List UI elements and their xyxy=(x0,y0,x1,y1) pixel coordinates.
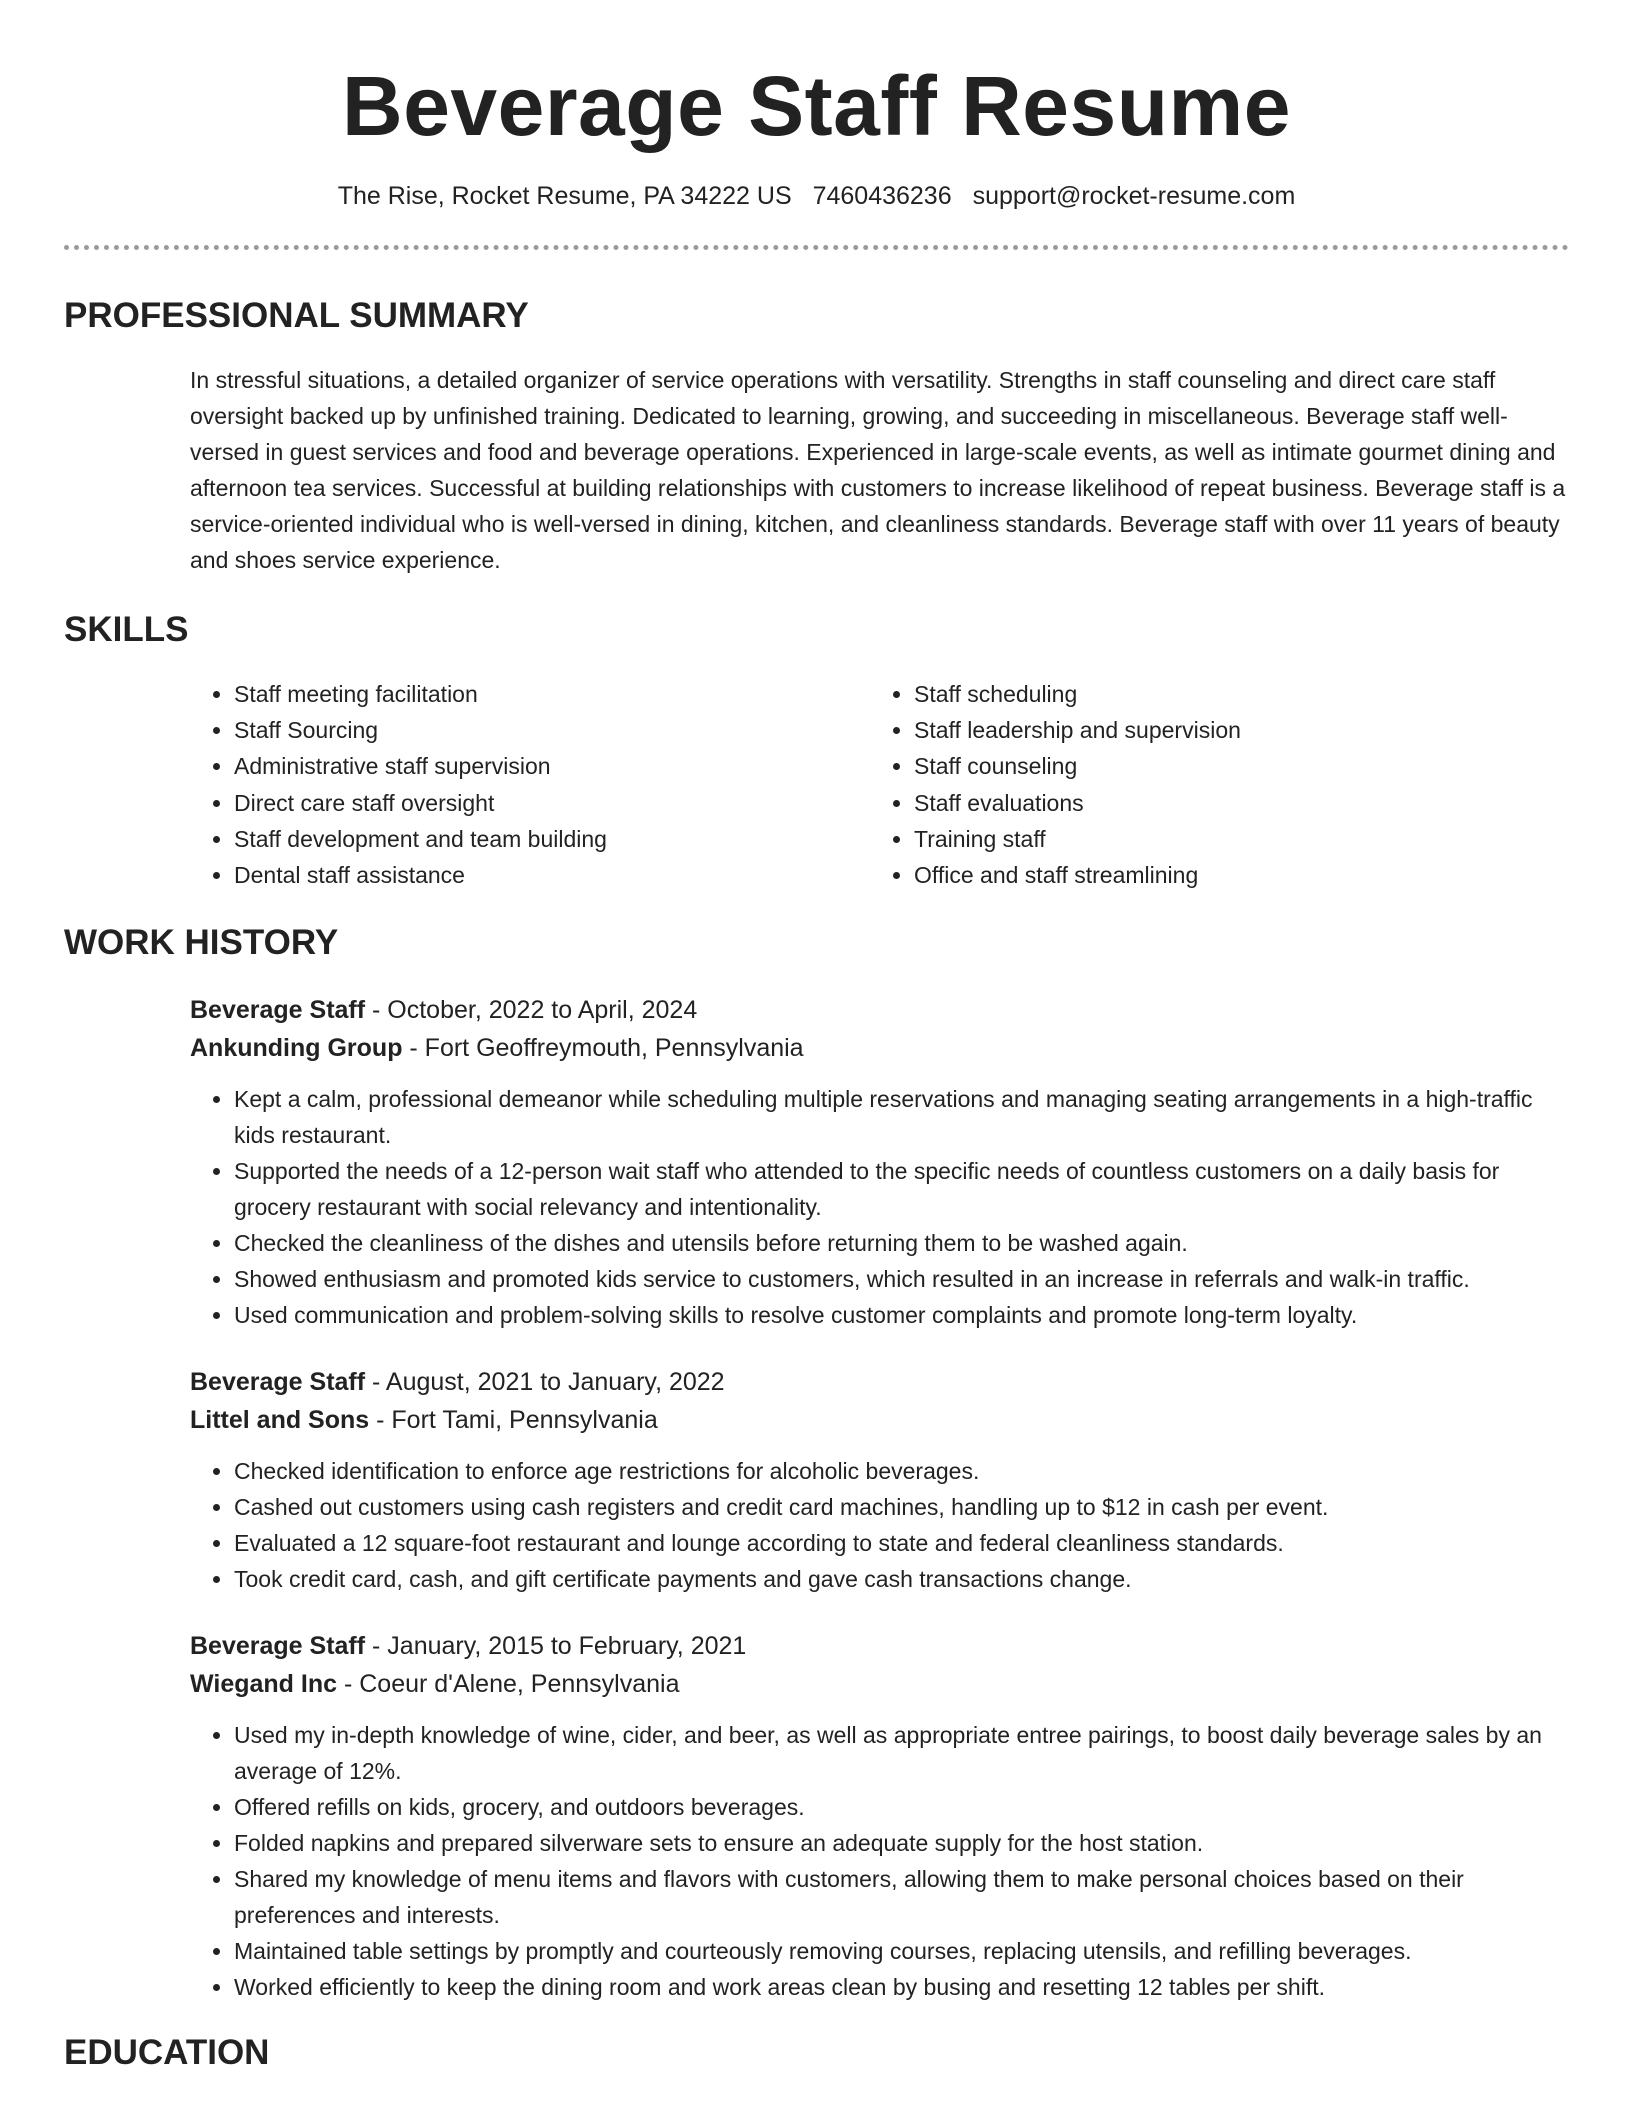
job-bullets xyxy=(190,1453,1569,1597)
job-bullet: • Worked efficiently to keep the dining room and work areas clean by busing and resetting 12 tables per shift. xyxy=(234,1969,1569,2005)
job-bullet: • Took credit card, cash, and gift certificate payments and gave cash transactions change. xyxy=(234,1561,1569,1597)
skill-item: • Staff counseling xyxy=(914,748,1550,784)
skill-item: • Administrative staff supervision xyxy=(234,748,870,784)
job-bullet: • Used communication and problem-solving skills to resolve customer complaints and promote long-term loyalty. xyxy=(234,1297,1569,1333)
skill-item: • Training staff xyxy=(914,821,1550,857)
job-location: - Coeur d'Alene, Pennsylvania xyxy=(337,1670,680,1699)
job-company-line xyxy=(190,1029,1569,1067)
job-bullet: • Maintained table settings by promptly and courteously removing courses, replacing utensils, and refilling beverages. xyxy=(234,1933,1569,1969)
job-title: Beverage Staff xyxy=(190,1368,366,1397)
work-history-heading: WORK HISTORY xyxy=(64,923,339,963)
job-dates: - October, 2022 to April, 2024 xyxy=(365,996,698,1025)
job-bullets xyxy=(190,1717,1569,2005)
job-bullet: • Checked the cleanliness of the dishes and utensils before returning them to be washed again. xyxy=(234,1225,1569,1261)
job-entry-1 xyxy=(190,991,1569,1333)
job-bullet: • Supported the needs of a 12-person wait staff who attended to the specific needs of countless customers on a daily basis for grocery restaurant with social relevancy and intentionality. xyxy=(234,1153,1569,1225)
job-bullet: • Cashed out customers using cash registers and credit card machines, handling up to $12 in cash per event. xyxy=(234,1489,1569,1525)
job-entry-2 xyxy=(190,1363,1569,1597)
contact-line xyxy=(64,180,1569,212)
job-location: - Fort Geoffreymouth, Pennsylvania xyxy=(402,1034,804,1063)
skill-item: • Staff meeting facilitation xyxy=(234,676,870,712)
skills-heading: SKILLS xyxy=(64,610,189,649)
skill-item: • Office and staff streamlining xyxy=(914,857,1550,893)
resume-title: Beverage Staff Resume xyxy=(342,59,1291,153)
skill-item: • Direct care staff oversight xyxy=(234,785,870,821)
contact-phone: 7460436236 xyxy=(812,182,952,210)
job-title: Beverage Staff xyxy=(190,1632,366,1661)
job-bullet: • Evaluated a 12 square-foot restaurant and lounge according to state and federal cleanliness standards. xyxy=(234,1525,1569,1561)
job-company: Wiegand Inc xyxy=(190,1670,338,1699)
skill-item: • Staff leadership and supervision xyxy=(914,712,1550,748)
job-dates: - January, 2015 to February, 2021 xyxy=(365,1632,747,1661)
contact-email: support@rocket-resume.com xyxy=(972,182,1296,210)
skills-column-right xyxy=(870,676,1550,893)
job-bullet: • Kept a calm, professional demeanor while scheduling multiple reservations and managing seating arrangements in a high-traffic kids restaurant. xyxy=(234,1081,1569,1153)
skill-item: • Staff development and team building xyxy=(234,821,870,857)
skill-item: • Staff Sourcing xyxy=(234,712,870,748)
education-heading: EDUCATION xyxy=(64,2033,270,2073)
job-bullet: • Used my in-depth knowledge of wine, cider, and beer, as well as appropriate entree pairings, to boost daily beverage sales by an average of 12%. xyxy=(234,1717,1569,1789)
skills-column-left xyxy=(190,676,870,893)
skill-item: • Dental staff assistance xyxy=(234,857,870,893)
job-company: Ankunding Group xyxy=(190,1034,403,1063)
job-bullet: • Offered refills on kids, grocery, and outdoors beverages. xyxy=(234,1789,1569,1825)
job-bullet: • Shared my knowledge of menu items and flavors with customers, allowing them to make personal choices based on their preferences and interests. xyxy=(234,1861,1569,1933)
summary-text: In stressful situations, a detailed organizer of service operations with versatility. Strengths in staff counseling and direct care staff oversight backed up by unfinished training. Dedicated to learning, growing, and succeeding in miscellaneous. Beverage staff well-versed in guest services and food and beverage operations. Experienced in large-scale events, as well as intimate gourmet dining and afternoon tea services. Successful at building relationships with customers to increase likelihood of repeat business. Beverage staff is a service-oriented individual who is well-versed in dining, kitchen, and cleanliness standards. Beverage staff with over 11 years of beauty and shoes service experience. xyxy=(190,367,1566,573)
skill-item: • Staff scheduling xyxy=(914,676,1550,712)
job-location: - Fort Tami, Pennsylvania xyxy=(369,1406,658,1435)
skill-item: • Staff evaluations xyxy=(914,785,1550,821)
job-bullet: • Folded napkins and prepared silverware sets to ensure an adequate supply for the host station. xyxy=(234,1825,1569,1861)
skills-grid xyxy=(190,676,1569,893)
job-title-line xyxy=(190,1363,1569,1401)
job-company: Littel and Sons xyxy=(190,1406,370,1435)
job-dates: - August, 2021 to January, 2022 xyxy=(365,1368,725,1397)
job-title: Beverage Staff xyxy=(190,996,366,1025)
header-divider xyxy=(64,245,1569,250)
summary-heading: PROFESSIONAL SUMMARY xyxy=(64,296,529,335)
job-company-line xyxy=(190,1665,1569,1703)
job-entry-3 xyxy=(190,1627,1569,2005)
resume-page xyxy=(64,0,1569,2075)
contact-address: The Rise, Rocket Resume, PA 34222 US xyxy=(337,182,792,210)
job-title-line xyxy=(190,1627,1569,1665)
job-bullet: • Checked identification to enforce age restrictions for alcoholic beverages. xyxy=(234,1453,1569,1489)
job-title-line xyxy=(190,991,1569,1029)
job-company-line xyxy=(190,1401,1569,1439)
job-bullets xyxy=(190,1081,1569,1333)
job-bullet: • Showed enthusiasm and promoted kids service to customers, which resulted in an increase in referrals and walk-in traffic. xyxy=(234,1261,1569,1297)
